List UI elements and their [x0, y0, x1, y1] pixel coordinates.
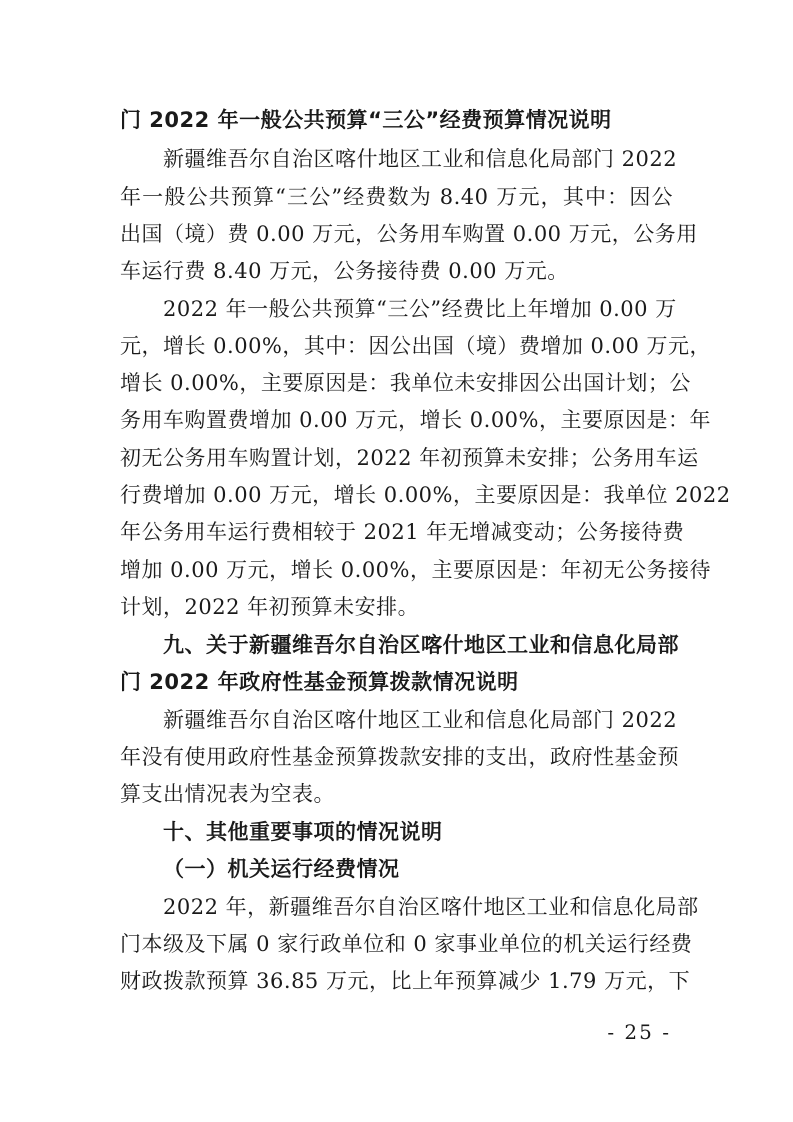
paragraph-line: 财政拨款预算 36.85 万元，比上年预算减少 1.79 万元，下 [120, 969, 691, 993]
paragraph-line: 计划，2022 年初预算未安排。 [120, 595, 420, 619]
paragraph-line: 2022 年一般公共预算“三公”经费比上年增加 0.00 万 [163, 297, 677, 321]
paragraph-line: 增加 0.00 万元，增长 0.00%，主要原因是：年初无公务接待 [120, 558, 711, 582]
paragraph-line: 算支出情况表为空表。 [120, 782, 335, 806]
paragraph-line: 门本级及下属 0 家行政单位和 0 家事业单位的机关运行经费 [120, 932, 693, 956]
section-heading-continued: 门 2022 年一般公共预算“三公”经费预算情况说明 [120, 108, 612, 132]
paragraph-line: 年一般公共预算“三公”经费数为 8.40 万元，其中：因公 [120, 185, 673, 209]
paragraph-line: 元，增长 0.00%，其中：因公出国（境）费增加 0.00 万元， [120, 334, 711, 358]
section-heading-9: 九、关于新疆维吾尔自治区喀什地区工业和信息化局部 [163, 633, 679, 657]
page-number: - 25 - [607, 1020, 671, 1044]
paragraph-line: 车运行费 8.40 万元，公务接待费 0.00 万元。 [120, 259, 569, 283]
paragraph-line: 年公务用车运行费相较于 2021 年无增减变动；公务接待费 [120, 520, 685, 544]
paragraph-line: 增长 0.00%，主要原因是：我单位未安排因公出国计划；公 [120, 371, 691, 395]
subsection-heading-1: （一）机关运行经费情况 [163, 857, 400, 881]
section-heading-9-continued: 门 2022 年政府性基金预算拨款情况说明 [120, 670, 519, 694]
paragraph-line: 2022 年，新疆维吾尔自治区喀什地区工业和信息化局部 [163, 895, 699, 919]
paragraph-line: 新疆维吾尔自治区喀什地区工业和信息化局部门 2022 [163, 147, 678, 171]
paragraph-line: 出国（境）费 0.00 万元，公务用车购置 0.00 万元，公务用 [120, 222, 698, 246]
section-heading-10: 十、其他重要事项的情况说明 [163, 820, 443, 844]
paragraph-line: 初无公务用车购置计划，2022 年初预算未安排；公务用车运 [120, 446, 699, 470]
paragraph-line: 新疆维吾尔自治区喀什地区工业和信息化局部门 2022 [163, 708, 678, 732]
paragraph-line: 年没有使用政府性基金预算拨款安排的支出，政府性基金预 [120, 745, 679, 769]
paragraph-line: 行费增加 0.00 万元，增长 0.00%，主要原因是：我单位 2022 [120, 483, 731, 507]
paragraph-line: 务用车购置费增加 0.00 万元，增长 0.00%，主要原因是：年 [120, 408, 711, 432]
